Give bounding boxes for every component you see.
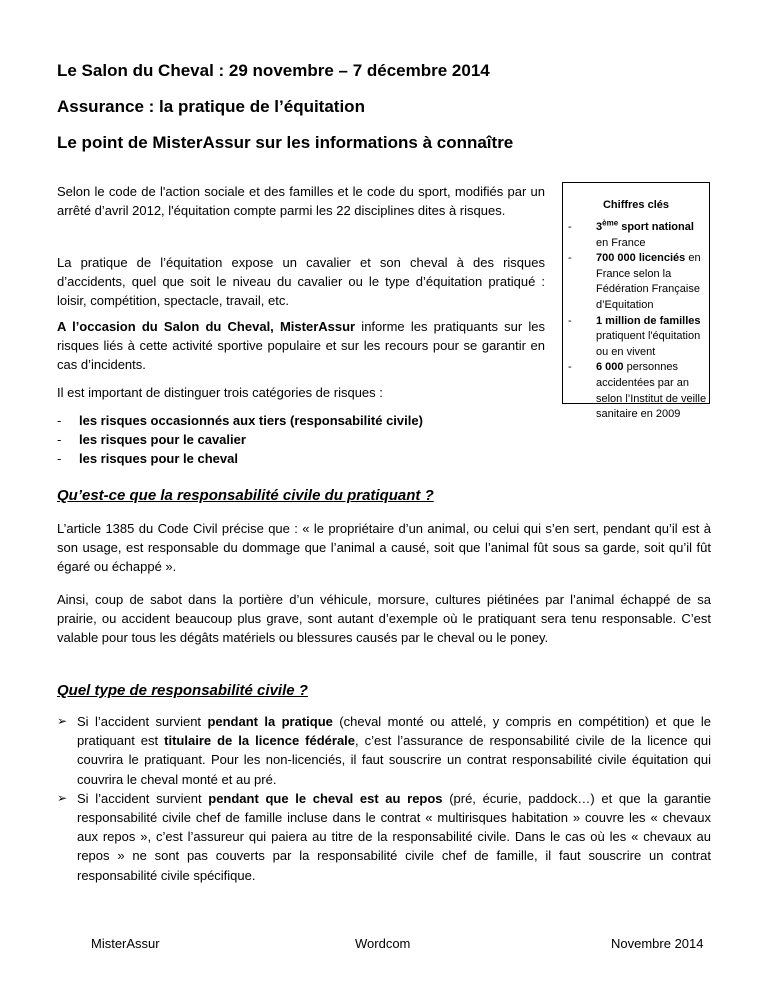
list-item: - 3ème sport national en France <box>568 218 694 249</box>
intro-paragraph-3 <box>57 317 545 375</box>
key-figures-box <box>562 182 710 421</box>
intro-paragraph-4: Il est important de distinguer trois catégories de risques : <box>57 385 383 400</box>
section1-paragraph-2: Ainsi, coup de sabot dans la portière d’un véhicule, morsure, cultures piétinées par l’animal échappé de sa prairie, ou accident beaucoup plus grave, sont autant d’exemple où le pratiquant sera tenu responsable. C’est valable pour tous les dégâts matériels ou blessures causés par le cheval ou le poney. <box>57 592 711 646</box>
list-item: ➢ Si l’accident survient pendant que le cheval est au repos (pré, écurie, paddock…) et que la garantie responsabilité civile chef de famille incluse dans le contrat « multirisques habitation » couvre les « chevaux aux repos », c’est l’assureur qui paiera au titre de la responsabilité civile. Dans le cas où les « chevaux au repos » ne sont pas couverts par la responsabilité civile chef de famille, il faut souscrire un contrat responsabilité civile spécifique. <box>57 790 711 883</box>
section1-paragraph-1: L’article 1385 du Code Civil précise que : « le propriétaire d’un animal, ou celui qui s’en sert, pendant qu’il est à son usage, est responsable du dommage que l’animal a causé, soit que l’animal fût sous sa garde, soit qu’il fût égaré ou échappé ». <box>57 521 711 575</box>
intro-paragraph-3-text: informe les pratiquants sur les risques liés à cette activité sportive populaire et sur les recours pour se garantir en cas d’incidents. <box>57 319 545 373</box>
page-subtitle: Assurance : la pratique de l’équitation <box>57 97 365 116</box>
footer-right: Novembre 2014 <box>611 936 704 951</box>
list-item: - 700 000 licenciés en France selon la Fédération Française d’Equitation <box>568 252 701 311</box>
list-item: - les risques pour le cheval <box>57 451 238 466</box>
risk-list <box>57 411 545 468</box>
key-figures-list <box>568 220 708 423</box>
list-item: - les risques occasionnés aux tiers (responsabilité civile) <box>57 413 423 428</box>
page-title: Le Salon du Cheval : 29 novembre – 7 décembre 2014 <box>57 61 490 80</box>
section-heading-civil-liability: Qu’est-ce que la responsabilité civile du pratiquant ? <box>57 487 434 504</box>
intro-paragraph-1: Selon le code de l'action sociale et des familles et le code du sport, modifiés par un arrêté d’avril 2012, l'équitation compte parmi les 22 disciplines dites à risques. <box>57 184 545 219</box>
intro-paragraph-2: La pratique de l’équitation expose un cavalier et son cheval à des risques d’accidents, quel que soit le niveau du cavalier ou le type d’équitation pratiqué : loisir, compétition, spectacle, travail, etc. <box>57 255 545 309</box>
page-tagline: Le point de MisterAssur sur les informations à connaître <box>57 133 514 152</box>
arrow-bullet-icon: ➢ <box>57 714 68 728</box>
footer-left: MisterAssur <box>91 936 160 951</box>
list-item: ➢ Si l’accident survient pendant la pratique (cheval monté ou attelé, y compris en compétition) et que le pratiquant est titulaire de la licence fédérale, c’est l’assurance de responsabilité civile de la licence qui couvrira le pratiquant. Pour les non-licenciés, il faut souscrire un contrat responsabilité civile équitation qui couvrira le cheval monté et au pré. <box>57 714 712 787</box>
list-item: - 1 million de familles pratiquent l'équitation ou en vivent <box>568 314 701 358</box>
section-heading-liability-type: Quel type de responsabilité civile ? <box>57 682 308 699</box>
list-item: - 6 000 personnes accidentées par an selon l’Institut de veille sanitaire en 2009 <box>568 361 707 421</box>
footer-center: Wordcom <box>355 936 411 951</box>
list-item: - les risques pour le cavalier <box>57 432 246 447</box>
intro-paragraph-3-bold: A l’occasion du Salon du Cheval, MisterAssur <box>57 319 356 334</box>
liability-type-list <box>57 712 711 885</box>
key-figures-title: Chiffres clés <box>602 199 670 211</box>
arrow-bullet-icon: ➢ <box>57 790 68 805</box>
